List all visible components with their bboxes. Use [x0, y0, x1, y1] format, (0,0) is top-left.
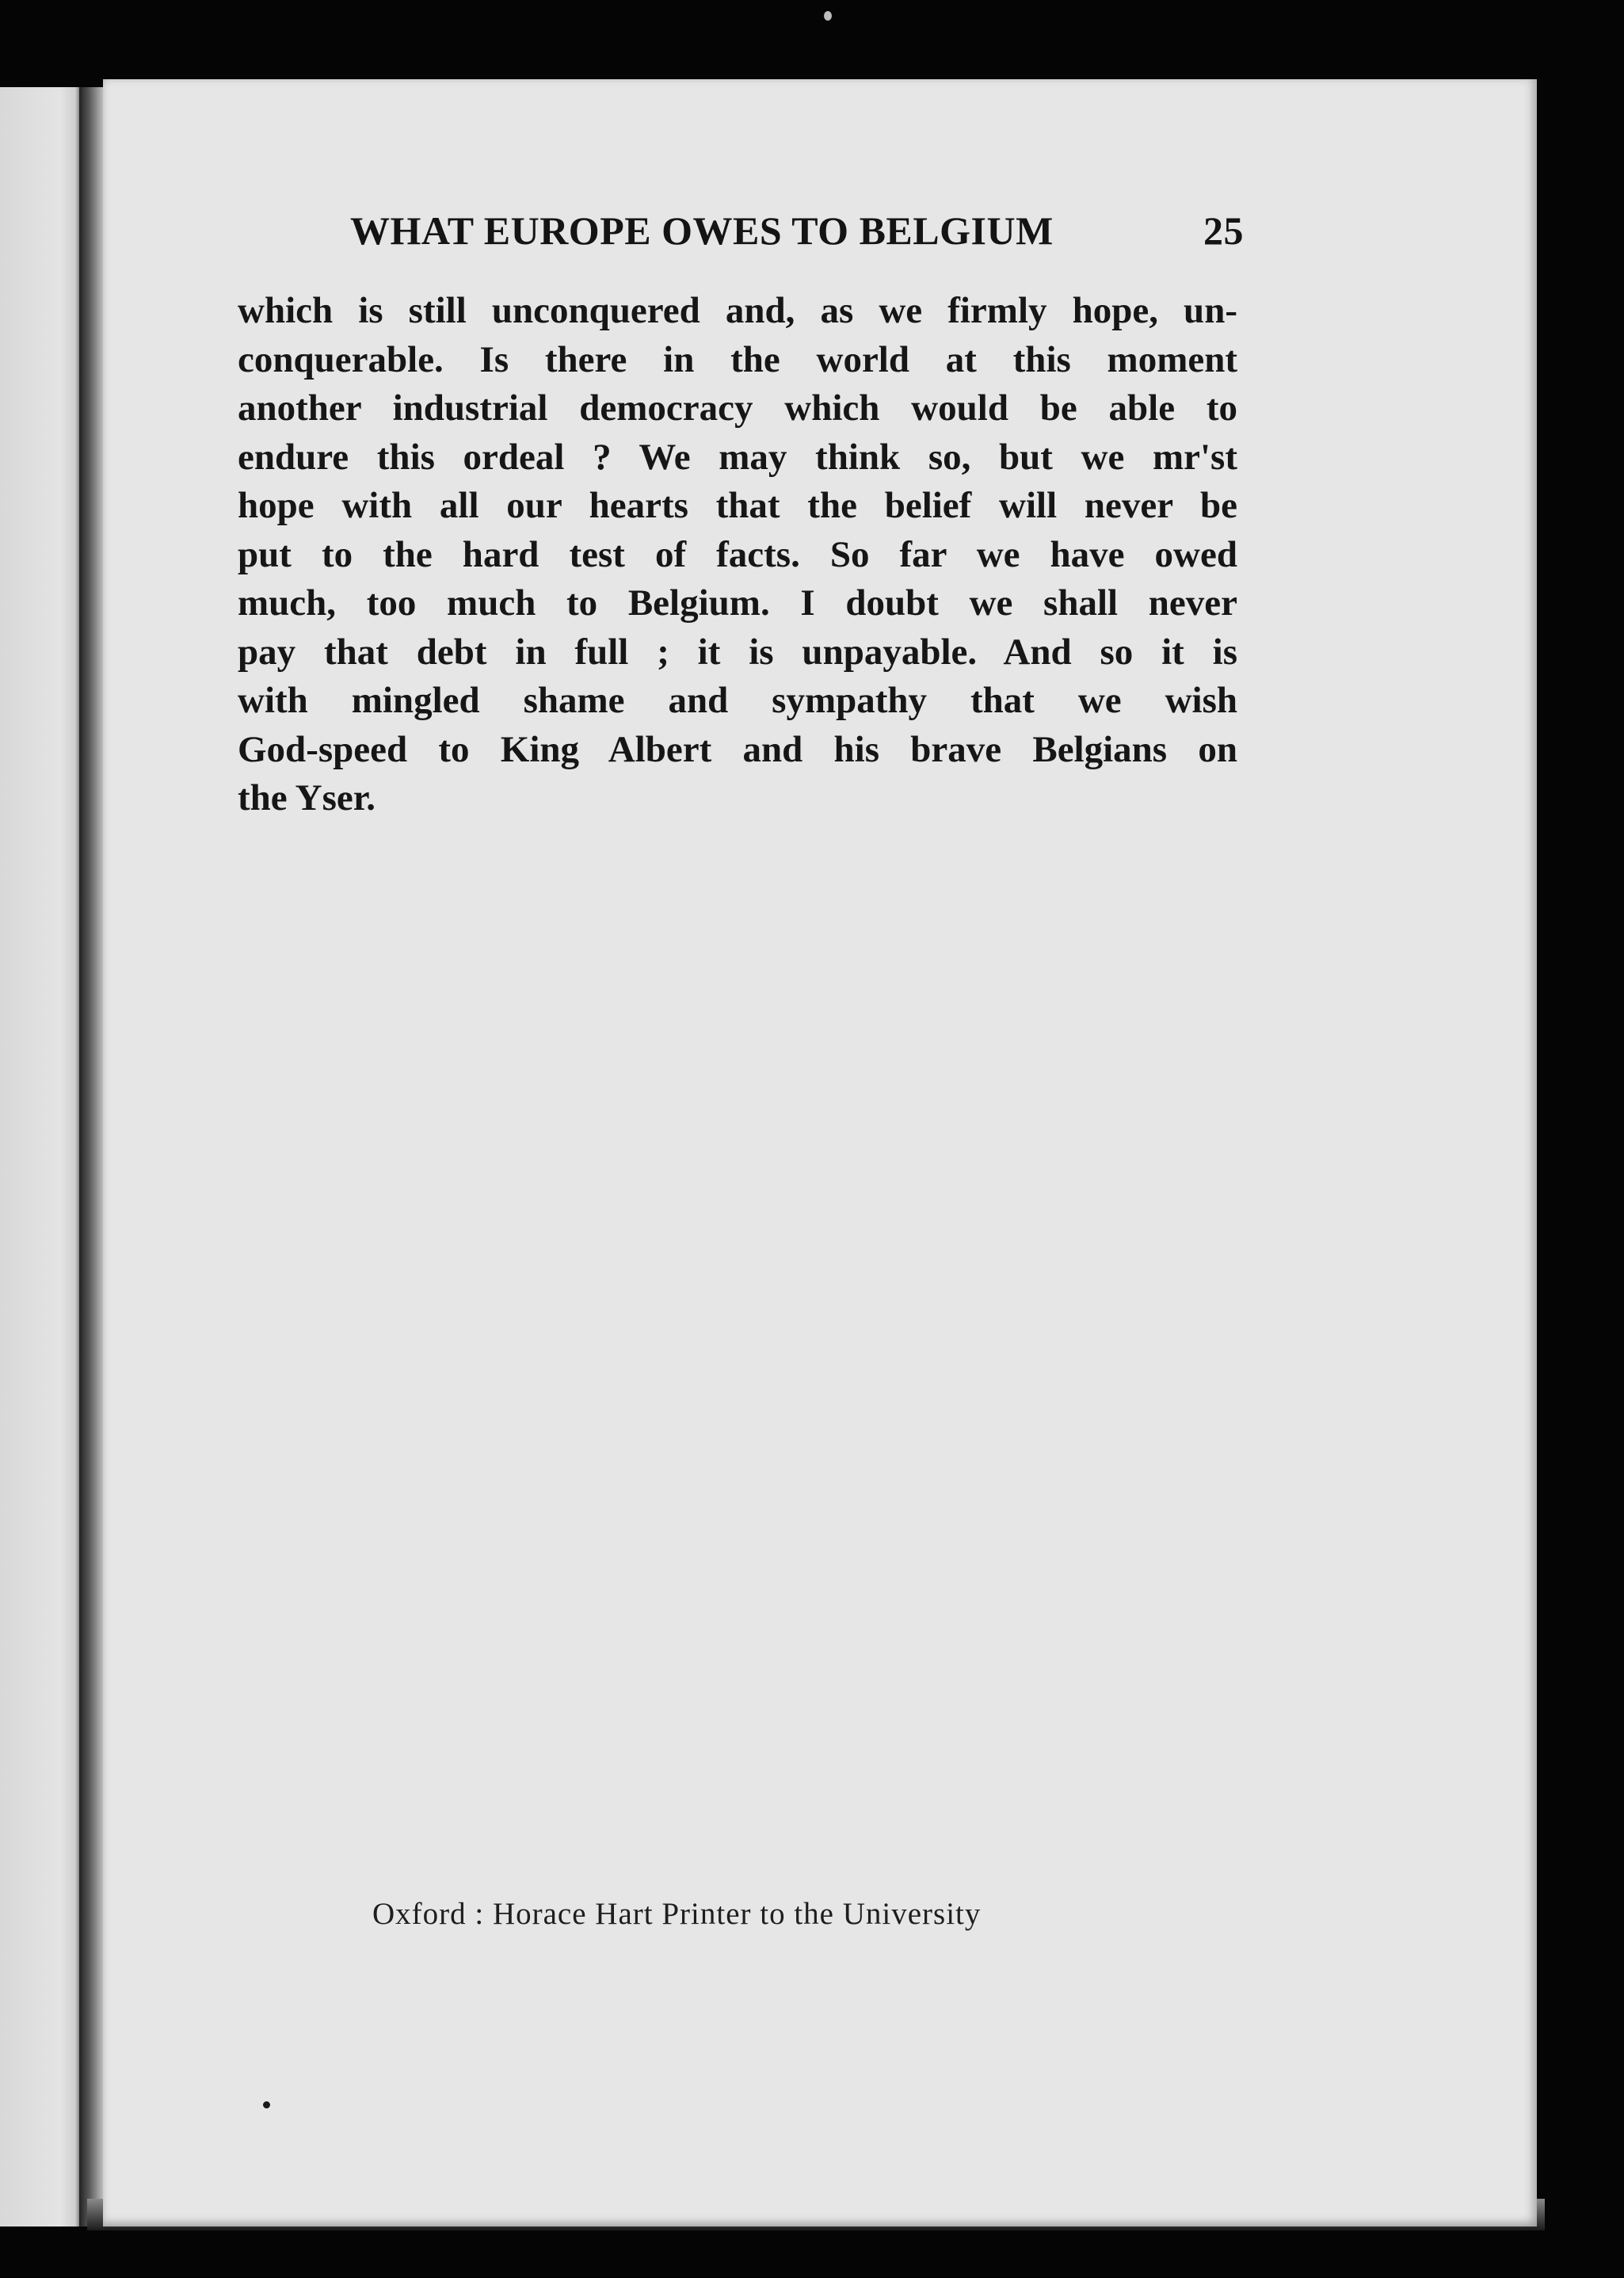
text-line: God-speed to King Albert and his brave Belgians on [238, 728, 1237, 770]
text-line: with mingled shame and sympathy that we wish [238, 680, 1237, 721]
text-line: put to the hard test of facts. So far we have owed [238, 533, 1237, 575]
text-line: another industrial democracy which would be able to [238, 387, 1237, 429]
printer-imprint: Oxford : Horace Hart Printer to the University [372, 1897, 982, 1931]
text-line: endure this ordeal ? We may think so, but we mr'st [238, 436, 1237, 478]
text-line: conquerable. Is there in the world at this moment [238, 338, 1237, 380]
ink-speck [824, 11, 832, 21]
text-line: hope with all our hearts that the belief will never be [238, 485, 1237, 526]
page-number: 25 [1203, 208, 1244, 253]
running-title: WHAT EUROPE OWES TO BELGIUM [350, 208, 1054, 253]
text-line: pay that debt in full ; it is unpayable. And so it is [238, 631, 1237, 673]
facing-page-edge [0, 87, 86, 2226]
body-paragraph [238, 287, 1237, 823]
text-line: which is still unconquered and, as we firmly hope, un- [238, 290, 1237, 331]
ink-speck [263, 2101, 270, 2108]
running-head [238, 208, 1244, 255]
text-line: much, too much to Belgium. I doubt we shall never [238, 582, 1237, 624]
text-line: the Yser. [238, 777, 376, 818]
